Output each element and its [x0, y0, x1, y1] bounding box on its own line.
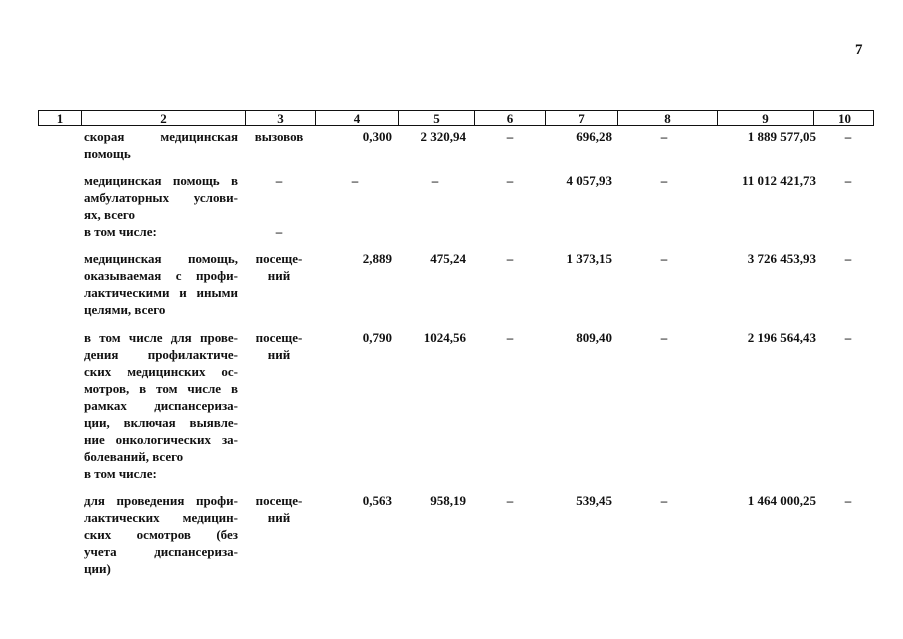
unit-line: посеще- — [255, 493, 303, 508]
unit-of-measure — [250, 128, 308, 145]
page-number: 7 — [855, 42, 863, 58]
text-line: рамках диспансериза- — [84, 398, 238, 413]
col-9-value: 1 889 577,05 — [747, 129, 816, 144]
col-9-value: 11 012 421,73 — [741, 173, 816, 188]
text-line: ях, всего — [84, 207, 135, 222]
unit-of-measure — [250, 250, 308, 284]
col-9-value: 3 726 453,93 — [747, 251, 816, 266]
text-line: ции) — [84, 561, 111, 576]
header-cell-8: 8 — [617, 111, 717, 125]
col-10-value: – — [844, 493, 852, 508]
col-4-value: – — [351, 173, 359, 188]
text-line: помощь — [84, 146, 131, 161]
col-10-value: – — [844, 173, 852, 188]
text-line: для проведения профи- — [84, 493, 238, 508]
col-4-value: 2,889 — [362, 251, 392, 266]
unit-of-measure — [250, 492, 308, 526]
text-line: учета диспансеризa- — [84, 544, 238, 559]
col-8-value: – — [660, 493, 668, 508]
col-4-value: 0,563 — [362, 493, 392, 508]
service-name — [84, 172, 238, 240]
col-5-value: 2 320,94 — [420, 129, 466, 144]
col-6-value: – — [506, 173, 514, 188]
text-line: ции, включая выявле- — [84, 415, 238, 430]
header-cell-9: 9 — [717, 111, 813, 125]
text-line: медицинская помощь, — [84, 251, 238, 266]
unit-line: ний — [267, 268, 291, 283]
col-6-value: – — [506, 330, 514, 345]
text-line: болеваний, всего — [84, 449, 184, 464]
col-7-value: 4 057,93 — [566, 173, 612, 188]
col-5-value: 475,24 — [430, 251, 466, 266]
col-4-value: 0,300 — [362, 129, 392, 144]
service-name — [84, 329, 238, 482]
col-8-value: – — [660, 173, 668, 188]
col-7-value: 1 373,15 — [566, 251, 612, 266]
unit-of-measure — [250, 172, 308, 240]
header-cell-10: 10 — [813, 111, 875, 125]
header-cell-1: 1 — [56, 111, 64, 126]
col-5-value: 958,19 — [430, 493, 466, 508]
col-6-value: – — [506, 251, 514, 266]
text-line: лактических медицин- — [84, 510, 238, 525]
text-line: мотров, в том числе в — [84, 381, 238, 396]
text-line: амбулаторных услови- — [84, 190, 238, 205]
text-line: в том числе для прове- — [84, 330, 238, 345]
text-line: скорая медицинская — [84, 129, 238, 144]
text-line: в том числе: — [84, 224, 157, 239]
unit-line: ний — [267, 510, 291, 525]
col-7-value: 539,45 — [576, 493, 612, 508]
col-10-value: – — [844, 129, 852, 144]
text-line: дения профилактиче- — [84, 347, 238, 362]
header-cell-7: 7 — [545, 111, 617, 125]
unit-line: – — [275, 173, 283, 188]
unit-subtotal-dash: – — [275, 224, 283, 239]
text-line: в том числе: — [84, 466, 157, 481]
col-8-value: – — [660, 251, 668, 266]
col-9-value: 2 196 564,43 — [747, 330, 816, 345]
unit-line: вызовов — [254, 129, 304, 144]
text-line: медицинская помощь в — [84, 173, 238, 188]
unit-line: ний — [267, 347, 291, 362]
service-name — [84, 492, 238, 577]
col-5-value: 1024,56 — [423, 330, 466, 345]
service-name — [84, 250, 238, 318]
col-4-value: 0,790 — [362, 330, 392, 345]
unit-of-measure — [250, 329, 308, 363]
col-10-value: – — [844, 330, 852, 345]
text-line: ние онкологических за- — [84, 432, 238, 447]
service-name — [84, 128, 238, 162]
header-cell-5: 5 — [398, 111, 474, 125]
header-cell-2: 2 — [81, 111, 245, 125]
unit-line: посеще- — [255, 251, 303, 266]
header-cell-4: 4 — [315, 111, 398, 125]
header-cell-3: 3 — [245, 111, 315, 125]
col-8-value: – — [660, 330, 668, 345]
col-6-value: – — [506, 493, 514, 508]
text-line: ских осмотров (без — [84, 527, 238, 542]
col-10-value: – — [844, 251, 852, 266]
col-6-value: – — [506, 129, 514, 144]
text-line: лактическими и иными — [84, 285, 238, 300]
header-cell-6: 6 — [474, 111, 545, 125]
text-line: оказываемая с профи- — [84, 268, 238, 283]
col-7-value: 809,40 — [576, 330, 612, 345]
col-9-value: 1 464 000,25 — [747, 493, 816, 508]
text-line: целями, всего — [84, 302, 166, 317]
col-8-value: – — [660, 129, 668, 144]
col-7-value: 696,28 — [576, 129, 612, 144]
table-header — [38, 110, 874, 126]
col-5-value: – — [431, 173, 439, 188]
unit-line: посеще- — [255, 330, 303, 345]
text-line: ских медицинских ос- — [84, 364, 238, 379]
